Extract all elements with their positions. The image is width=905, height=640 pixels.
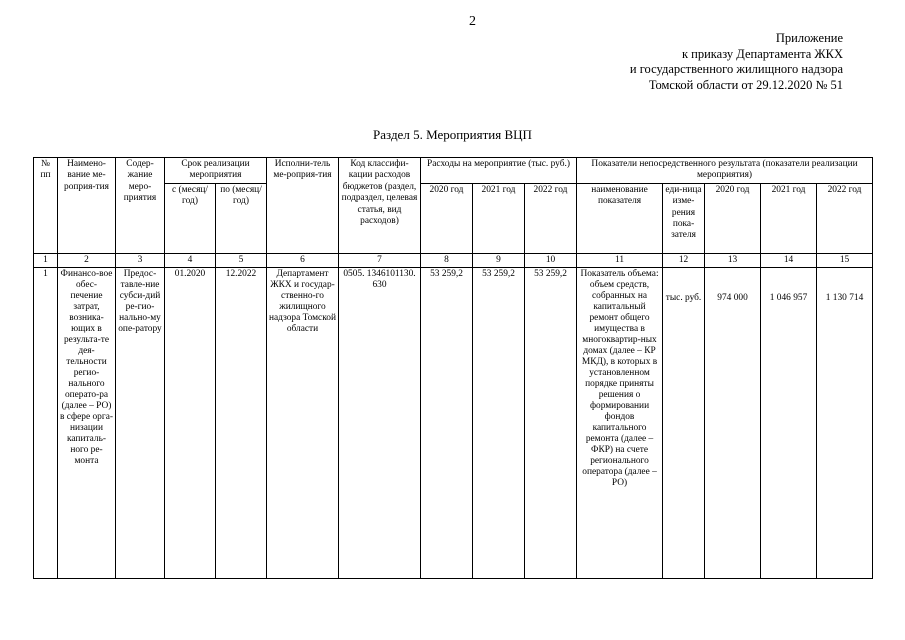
appendix-line-4: Томской области от 29.12.2020 № 51 [648,77,843,92]
cell-period-to: 12.2022 [216,267,267,578]
cell-activity-content: Предос-тавле-ние субси-дий ре-гио-нально-му опе-ратору [116,267,165,578]
header-no: № пп [34,158,58,254]
appendix-line-2: к приказу Департамента ЖКХ [681,46,843,61]
column-number: 10 [525,253,577,267]
header-exp-2022: 2022 год [525,183,577,253]
appendix-header [630,31,843,93]
cell-indicator-unit: тыс. руб. [663,267,705,578]
header-expenses: Расходы на мероприятие (тыс. руб.) [421,158,577,184]
header-indicator-unit: еди-ница изме-рения пока-зателя [663,183,705,253]
cell-expense-2021: 53 259,2 [473,267,525,578]
cell-activity-name: Финансо-вое обес-печение затрат, возника-ющих в результа-те дея-тельности регио-нального операто-ра (далее – РО) в сфере орга-низации капиталь-ного ре-монта [58,267,116,578]
column-number: 12 [663,253,705,267]
column-number: 7 [339,253,421,267]
column-number: 6 [267,253,339,267]
column-number: 1 [34,253,58,267]
table-row [34,267,873,578]
column-number: 13 [705,253,761,267]
header-exp-2020: 2020 год [421,183,473,253]
cell-executor: Департамент ЖКХ и государ-ственно-го жилищного надзора Томской области [267,267,339,578]
column-number: 5 [216,253,267,267]
page-number: 2 [469,14,476,29]
cell-period-from: 01.2020 [165,267,216,578]
cell-indicator-2021: 1 046 957 [761,267,817,578]
column-number: 15 [817,253,873,267]
header-indicator-name: наименование показателя [577,183,663,253]
header-period-to: по (месяц/ год) [216,183,267,253]
cell-indicator-name: Показатель объема: объем средств, собранных на капитальный ремонт общего имущества в многоквартир-ных домах (далее – КР МКД), в которых в установленном порядке приняты решения о формировании фондов капитального ремонта (далее – ФКР) на счете регионального оператора (далее – РО) [577,267,663,578]
appendix-line-3: и государственного жилищного надзора [629,62,843,76]
header-executor: Исполни-тель ме-роприя-тия [267,158,339,254]
column-number: 4 [165,253,216,267]
header-period: Срок реализации мероприятия [165,158,267,184]
header-period-from: с (месяц/ год) [165,183,216,253]
appendix-line-1: Приложение [775,31,843,45]
column-number: 9 [473,253,525,267]
cell-no: 1 [34,267,58,578]
header-name: Наимено-вание ме-роприя-тия [58,158,116,254]
column-number: 2 [58,253,116,267]
header-code: Код классифи-кации расходов бюджетов (раздел, подраздел, целевая статья, вид расходов) [339,158,421,254]
header-ind-2021: 2021 год [761,183,817,253]
column-number: 11 [577,253,663,267]
section-title: Раздел 5. Мероприятия ВЦП [373,127,532,142]
column-number: 3 [116,253,165,267]
header-ind-2020: 2020 год [705,183,761,253]
activities-table [33,157,873,579]
header-exp-2021: 2021 год [473,183,525,253]
cell-indicator-2022: 1 130 714 [817,267,873,578]
cell-expense-2022: 53 259,2 [525,267,577,578]
cell-budget-code: 0505. 1346101130. 630 [339,267,421,578]
header-ind-2022: 2022 год [817,183,873,253]
header-content: Содер-жание меро-приятия [116,158,165,254]
cell-indicator-2020: 974 000 [705,267,761,578]
cell-expense-2020: 53 259,2 [421,267,473,578]
column-number-row [34,253,873,267]
header-indicators: Показатели непосредственного результата (показатели реализации мероприятия) [577,158,873,184]
column-number: 8 [421,253,473,267]
column-number: 14 [761,253,817,267]
header-row-1 [34,158,873,184]
